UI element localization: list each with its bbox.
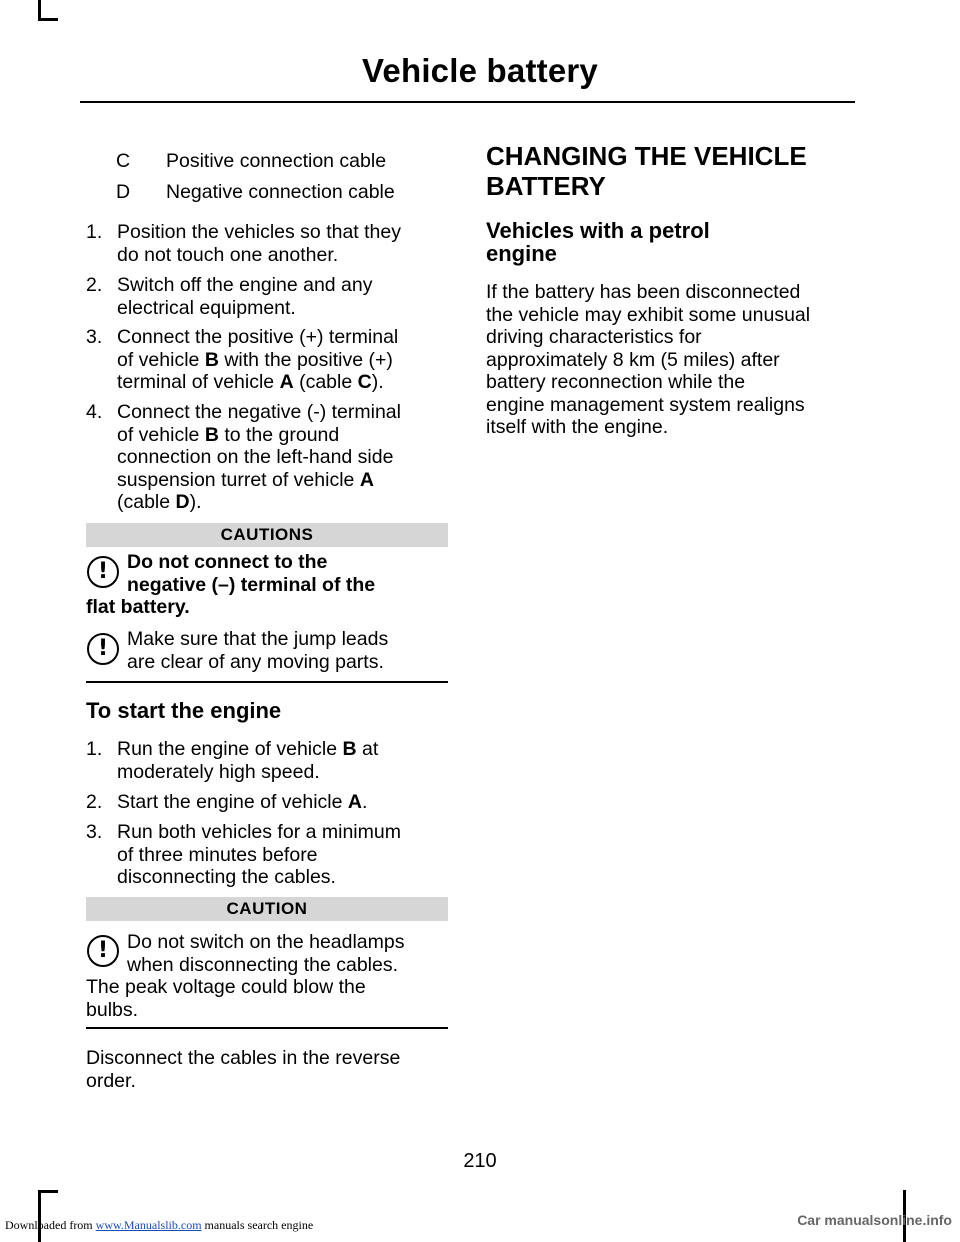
step-text: (cable D).	[117, 491, 202, 513]
legend-key: C	[116, 150, 131, 172]
step-text: electrical equipment.	[117, 296, 296, 319]
step-text: connection on the left-hand side	[117, 446, 394, 468]
step-text: of vehicle B to the ground	[117, 423, 340, 446]
step-text: do not touch one another.	[117, 243, 339, 266]
caution-text: The peak voltage could blow the bulbs.	[86, 976, 366, 1021]
legend-text: Positive connection cable	[166, 150, 387, 172]
section-divider	[86, 1027, 448, 1029]
step-text: of three minutes before	[117, 843, 318, 866]
page-title: Vehicle battery	[362, 52, 598, 89]
list-number: 2.	[86, 791, 103, 813]
warning-icon: !	[87, 633, 119, 665]
header-divider	[80, 101, 855, 103]
section-divider	[86, 681, 448, 683]
step-text: Run both vehicles for a minimum	[117, 821, 401, 843]
footer-watermark: Car manualsonline.info	[797, 1212, 952, 1228]
footer: Downloaded from www.Manualslib.com manuals search engine	[5, 1218, 314, 1232]
step-text: suspension turret of vehicle A	[117, 468, 374, 491]
step-text: Position the vehicles so that they	[117, 221, 401, 243]
list-number: 3.	[86, 821, 103, 843]
list-number: 1.	[86, 221, 103, 243]
caution-heading: CAUTION	[86, 897, 448, 921]
step-text: Switch off the engine and any	[117, 274, 373, 296]
step-text: Run the engine of vehicle B at	[117, 738, 379, 760]
step-text: Connect the positive (+) terminal	[117, 326, 399, 348]
step-text: disconnecting the cables.	[117, 866, 336, 888]
warning-icon: !	[87, 556, 119, 588]
legend-item	[116, 181, 130, 204]
subsection-heading: Vehicles with a petrol engine	[486, 218, 710, 266]
list-number: 1.	[86, 738, 103, 760]
step-text: of vehicle B with the positive (+)	[117, 348, 393, 371]
footer-link[interactable]: www.Manualslib.com	[95, 1218, 202, 1232]
page-number: 210	[463, 1150, 497, 1172]
legend-key: D	[116, 181, 131, 203]
section-heading: To start the engine	[86, 698, 282, 723]
caution-text: Make sure that the jump leads are clear of any moving parts.	[127, 628, 389, 673]
crop-mark	[38, 1190, 58, 1193]
legend-item	[116, 150, 130, 173]
step-text: Connect the negative (-) terminal	[117, 401, 401, 423]
step-text: moderately high speed.	[117, 760, 320, 783]
body-paragraph: If the battery has been disconnected the vehicle may exhibit some unusual driving characteristics for approximately 8 km (5 miles) after battery reconnection while the engine management system realigns itself with the engine.	[486, 281, 811, 438]
legend-text: Negative connection cable	[166, 181, 395, 203]
list-number: 2.	[86, 274, 103, 296]
caution-text: Do not connect to the negative (–) terminal of the	[127, 551, 376, 596]
closing-paragraph: Disconnect the cables in the reverse order.	[86, 1047, 401, 1092]
list-number: 4.	[86, 401, 103, 423]
caution-text: flat battery.	[86, 596, 190, 618]
list-number: 3.	[86, 326, 103, 348]
caution-text: Do not switch on the headlamps when disconnecting the cables.	[127, 931, 405, 976]
crop-mark	[38, 1190, 41, 1242]
step-text: Start the engine of vehicle A.	[117, 791, 368, 813]
warning-icon: !	[87, 935, 119, 967]
crop-mark	[38, 0, 41, 20]
cautions-heading: CAUTIONS	[86, 523, 448, 547]
crop-mark	[38, 18, 58, 21]
section-title: CHANGING THE VEHICLE BATTERY	[486, 141, 807, 201]
step-text: terminal of vehicle A (cable C).	[117, 371, 384, 393]
